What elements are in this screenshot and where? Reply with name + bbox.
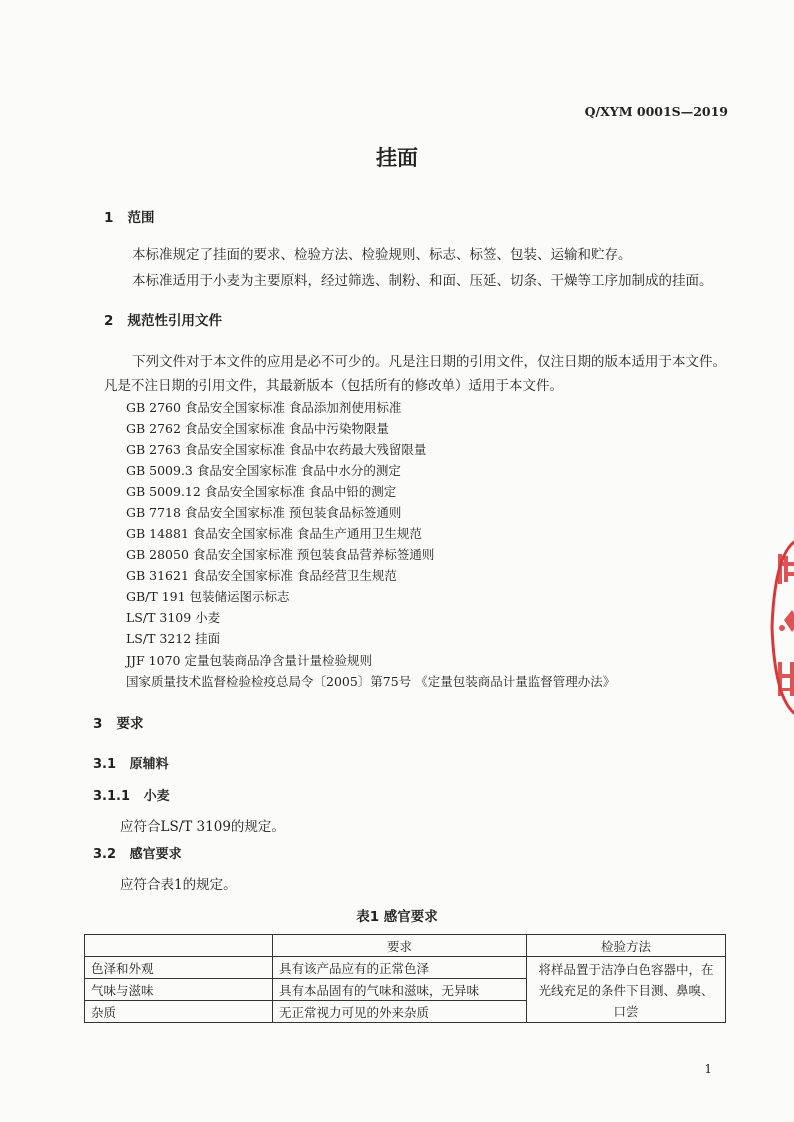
section-title: 规范性引用文件 (127, 313, 223, 329)
section-3-heading (93, 712, 144, 732)
reference-item: 国家质量技术监督检验检疫总局令〔2005〕第75号 《定量包装商品计量监督管理办法》 (126, 674, 616, 689)
section-number: 2 (104, 313, 114, 329)
paragraph: 下列文件对于本文件的应用是必不可少的。凡是注日期的引用文件，仅注日期的版本适用于本文件。 (132, 354, 726, 370)
table-cell-method: 将样品置于洁净白色容器中，在光线充足的条件下目测、鼻嗅、口尝 (527, 957, 726, 1023)
sensory-requirements-table (84, 934, 726, 1023)
section-1-heading (104, 206, 155, 226)
table-cell-requirement: 具有该产品应有的正常色泽 (273, 957, 527, 979)
table-cell-requirement: 无正常视力可见的外来杂质 (273, 1001, 527, 1023)
reference-item: GB 31621 食品安全国家标准 食品经营卫生规范 (126, 568, 397, 583)
paragraph: 本标准规定了挂面的要求、检验方法、检验规则、标志、标签、包装、运输和贮存。 (132, 247, 632, 263)
section-title: 小麦 (143, 789, 170, 804)
reference-item: GB 5009.3 食品安全国家标准 食品中水分的测定 (126, 463, 401, 478)
table-header-cell: 检验方法 (527, 935, 726, 957)
table-caption: 表1 感官要求 (356, 909, 438, 925)
reference-item: JJF 1070 定量包装商品净含量计量检验规则 (126, 653, 372, 668)
table-cell-requirement: 具有本品固有的气味和滋味，无异味 (273, 979, 527, 1001)
reference-item: GB 7718 食品安全国家标准 预包装食品标签通则 (126, 505, 402, 520)
table-cell-item: 气味与滋味 (85, 979, 273, 1001)
paragraph: 应符合表1的规定。 (120, 877, 237, 893)
reference-item: GB 5009.12 食品安全国家标准 食品中铅的测定 (126, 484, 397, 499)
document-title: 挂面 (376, 145, 418, 170)
section-title: 范围 (127, 210, 155, 226)
page-number: 1 (704, 1062, 712, 1076)
table-cell-item: 杂质 (85, 1001, 273, 1023)
reference-item: GB/T 191 包装储运图示标志 (126, 589, 290, 604)
section-3-2-heading (93, 843, 182, 862)
section-number: 3 (93, 716, 103, 732)
section-number: 3.2 (93, 847, 117, 862)
paragraph: 本标准适用于小麦为主要原料，经过筛选、制粉、和面、压延、切条、干燥等工序加制成的挂面。 (132, 273, 713, 289)
standard-code: Q/XYM 0001S—2019 (584, 104, 728, 119)
section-number: 1 (104, 210, 114, 226)
section-title: 原辅料 (129, 757, 169, 772)
paragraph: 应符合LS/T 3109的规定。 (120, 819, 285, 835)
red-seal-stamp-icon (764, 532, 794, 722)
reference-item: GB 2760 食品安全国家标准 食品添加剂使用标准 (126, 400, 402, 415)
reference-item: GB 28050 食品安全国家标准 预包装食品营养标签通则 (126, 547, 435, 562)
section-number: 3.1 (93, 757, 117, 772)
reference-item: GB 2762 食品安全国家标准 食品中污染物限量 (126, 421, 389, 436)
section-title: 要求 (116, 716, 144, 732)
section-3-1-heading (93, 753, 169, 772)
table-row (85, 957, 726, 979)
table-header-cell: 要求 (273, 935, 527, 957)
table-header-row (85, 935, 726, 957)
reference-item: LS/T 3109 小麦 (126, 610, 221, 625)
reference-item: LS/T 3212 挂面 (126, 631, 221, 646)
paragraph: 凡是不注日期的引用文件，其最新版本（包括所有的修改单）适用于本文件。 (104, 378, 563, 394)
section-number: 3.1.1 (93, 789, 131, 804)
section-3-1-1-heading (93, 785, 170, 804)
table-cell-item: 色泽和外观 (85, 957, 273, 979)
section-title: 感官要求 (129, 847, 182, 862)
table-header-cell (85, 935, 273, 957)
reference-item: GB 2763 食品安全国家标准 食品中农药最大残留限量 (126, 442, 427, 457)
reference-item: GB 14881 食品安全国家标准 食品生产通用卫生规范 (126, 526, 422, 541)
section-2-heading (104, 309, 222, 329)
